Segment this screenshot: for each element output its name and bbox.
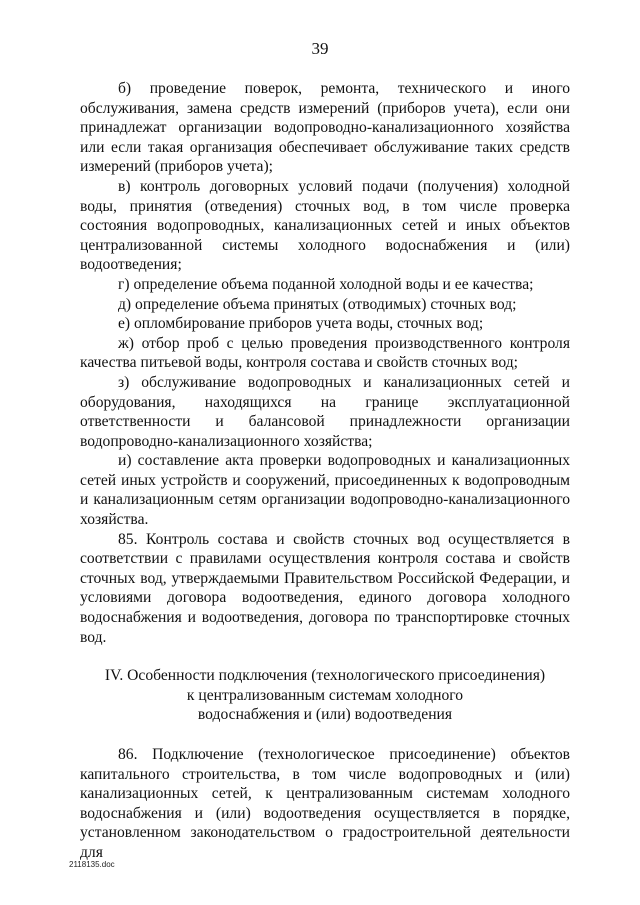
section-heading: [80, 666, 570, 725]
section-heading-line-3: водоснабжения и (или) водоотведения: [197, 706, 453, 724]
paragraph-zh: ж) отбор проб с целью проведения производственного контроля качества питьевой воды, контроля состава и свойств сточных вод;: [80, 334, 570, 372]
page-number: 39: [311, 39, 329, 58]
paragraph-85: 85. Контроль состава и свойств сточных вод осуществляется в соответствии с правилами осуществления контроля состава и свойств сточных вод, утверждаемыми Правительством Российской Федерации, и условиями договора водоотведения, единого договора холодного водоснабжения и водоотведения, договора по транспортировке сточных вод.: [80, 530, 570, 646]
paragraph-86: 86. Подключение (технологическое присоединение) объектов капитального строительства, в том числе водопроводных и (или) канализационных сетей, к централизованным системам холодного водоснабжения и (или) водоотведения осуществляется в порядке, установленном законодательством о градостроительной деятельности для: [80, 746, 570, 861]
paragraph-g: г) определение объема поданной холодной воды и ее качества;: [118, 275, 534, 293]
section-heading-line-2: к централизованным системам холодного: [186, 686, 464, 704]
document-body: [80, 79, 570, 863]
paragraph-i: и) составление акта проверки водопроводных и канализационных сетей иных устройств и сооружений, присоединенных к водопроводным и канализационным сетям организации водопроводно-канализационного хозяйства.: [80, 452, 570, 529]
paragraph-e: е) опломбирование приборов учета воды, сточных вод;: [118, 315, 484, 333]
paragraph-b: б) проведение поверок, ремонта, технического и иного обслуживания, замена средств измерений (приборов учета), если они принадлежат организации водопроводно-канализационного хозяйства или если такая организация обеспечивает обслуживание таких средств измерений (приборов учета);: [80, 80, 570, 176]
paragraph-v: в) контроль договорных условий подачи (получения) холодной воды, принятия (отведения) сточных вод, в том числе проверка состояния водопроводных, канализационных сетей и иных объектов централизованной системы холодного водоснабжения и (или) водоотведения;: [80, 177, 570, 274]
footer-filename: 2118135.doc: [69, 860, 115, 869]
section-heading-line-1: IV. Особенности подключения (технологического присоединения): [104, 667, 546, 685]
paragraph-z: з) обслуживание водопроводных и канализационных сетей и оборудования, находящихся на границе эксплуатационной ответственности и балансовой принадлежности организации водопроводно-канализационного хозяйства;: [80, 373, 570, 450]
paragraph-d: д) определение объема принятых (отводимых) сточных вод;: [118, 295, 517, 313]
